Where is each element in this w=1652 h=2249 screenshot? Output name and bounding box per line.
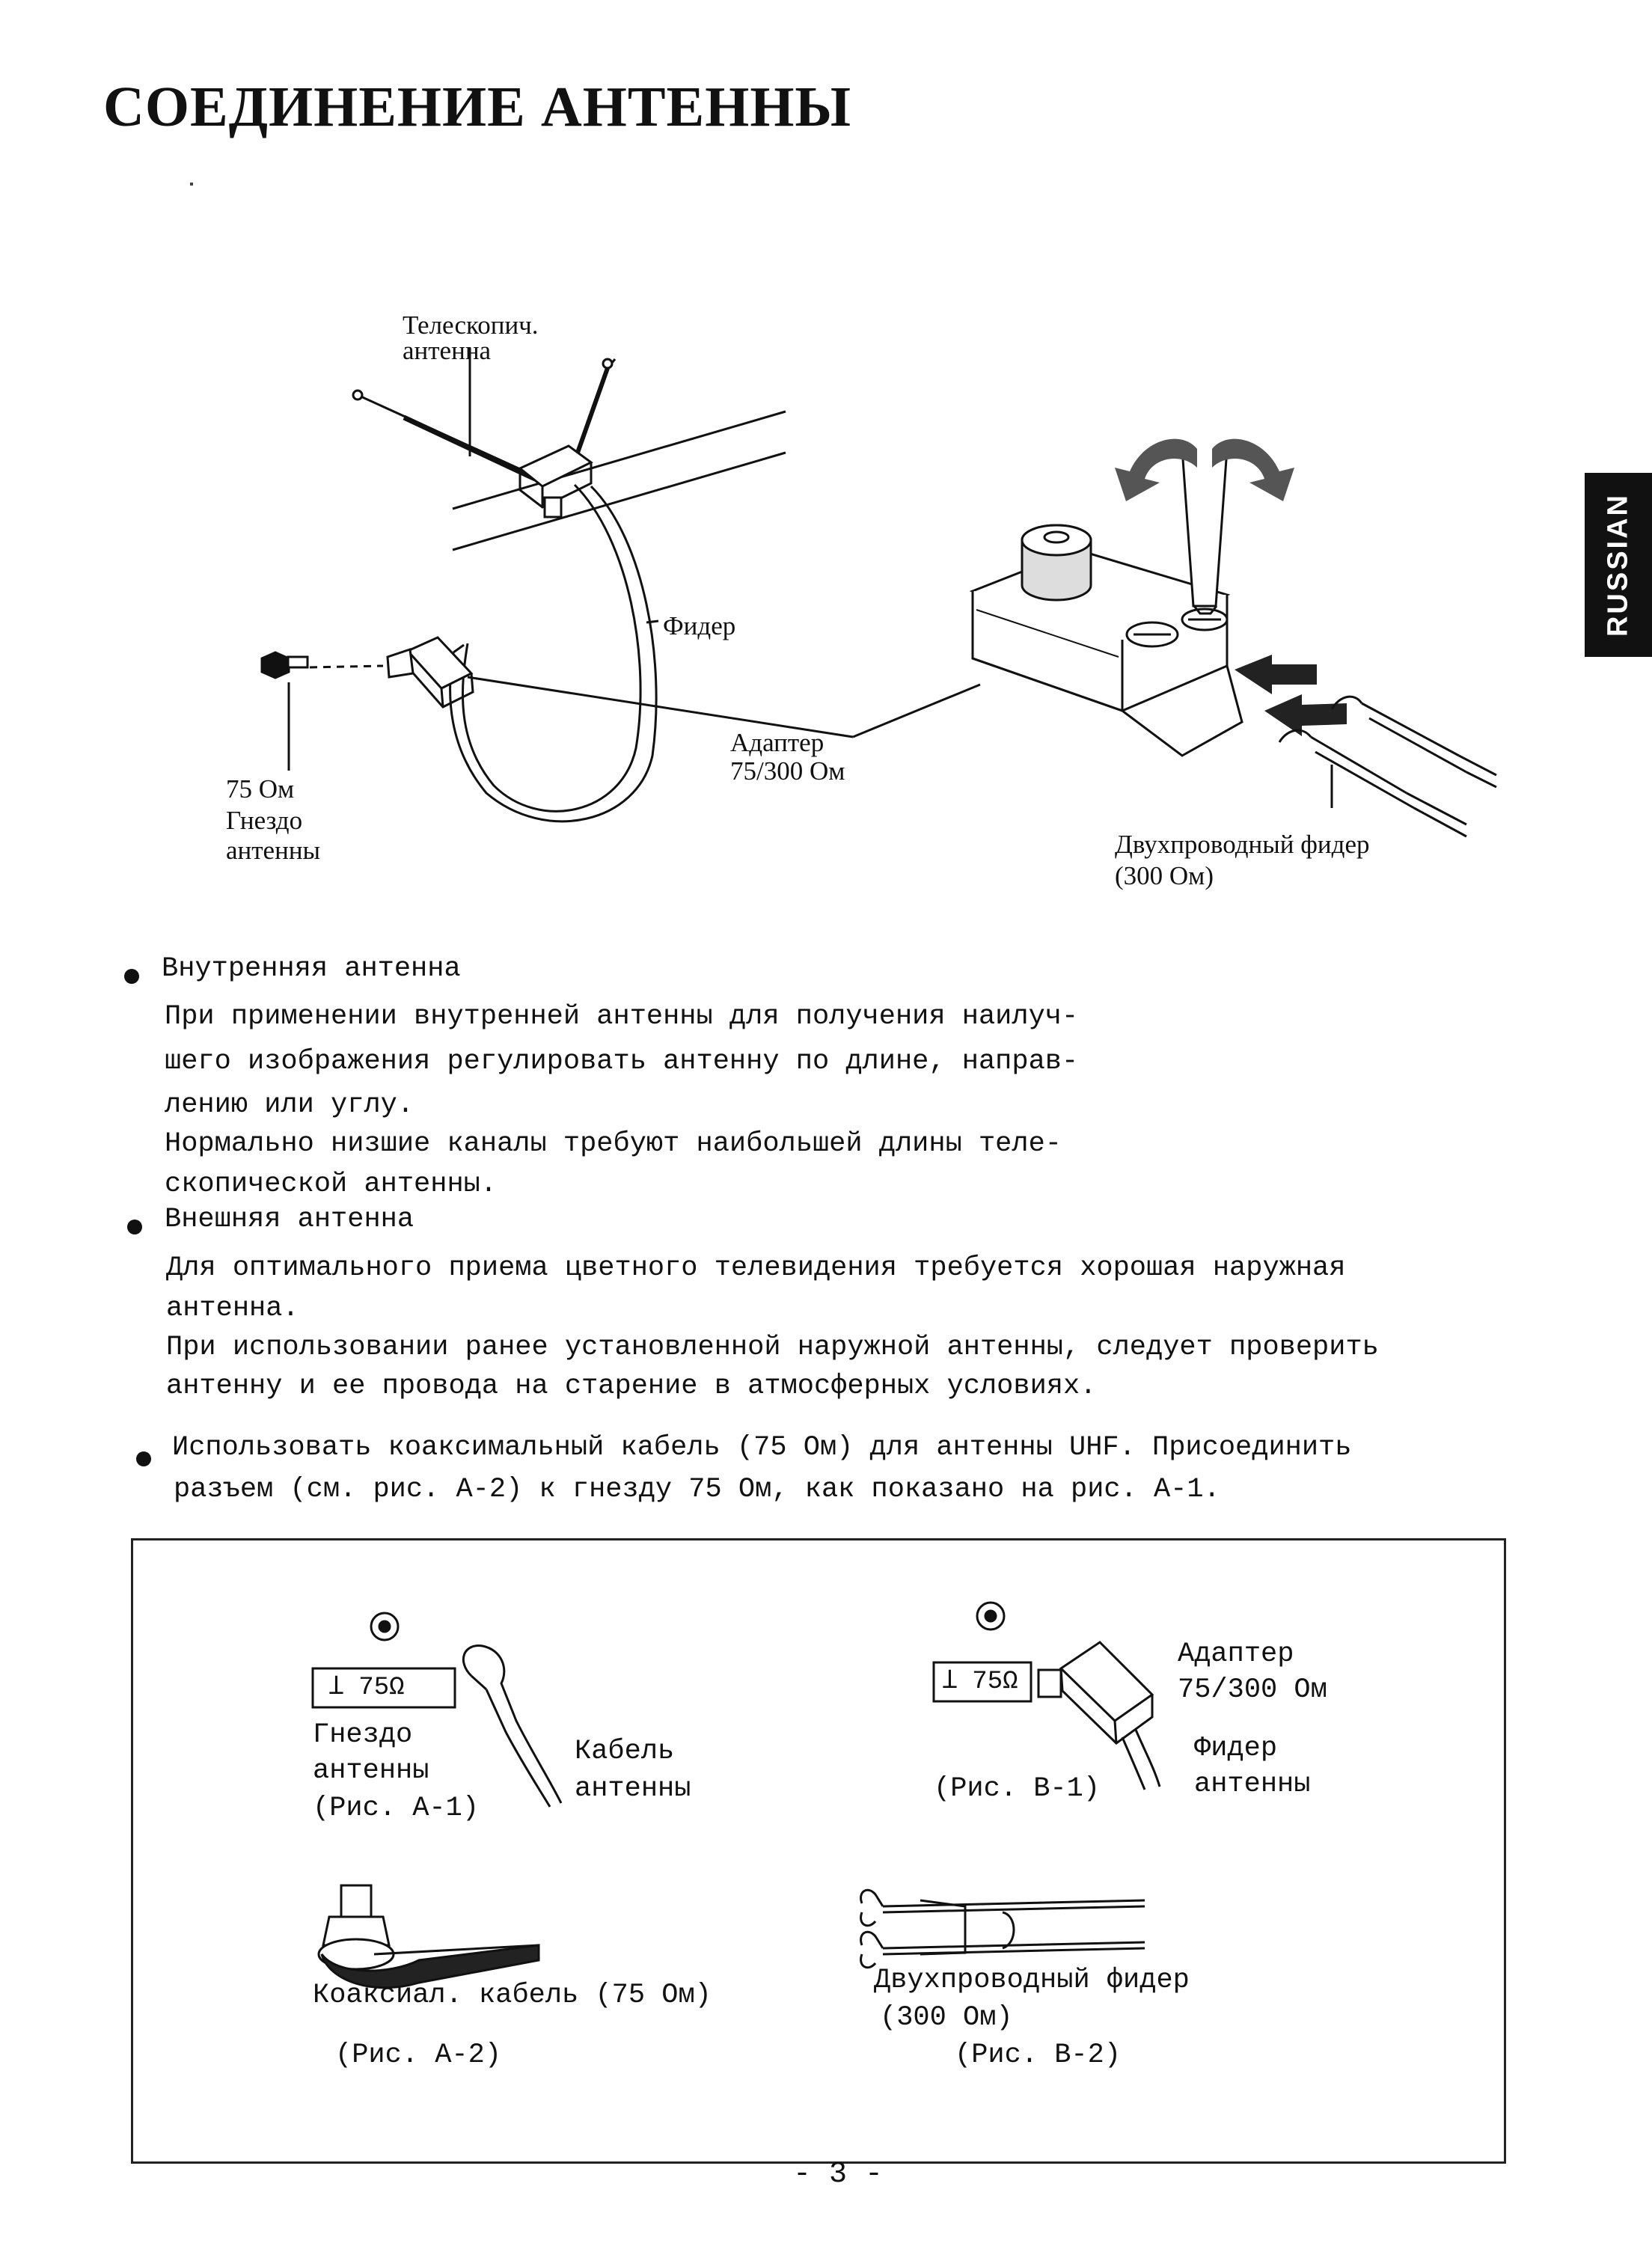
section-line: При применении внутренней антенны для получения наилуч- xyxy=(165,1001,1079,1032)
section-line: антенна. xyxy=(166,1293,299,1324)
socket-label-1: 75 Ом xyxy=(226,774,295,804)
b2-label-2: (300 Ом) xyxy=(880,2002,1013,2034)
adapter-label-1: Адаптер xyxy=(730,728,825,757)
twin-feeder-label-2: (300 Ом) xyxy=(1115,861,1214,890)
section-line: При использовании ранее установленной наружной антенны, следует проверить xyxy=(166,1332,1379,1363)
b2-caption: (Рис. В-2) xyxy=(955,2040,1122,2071)
section-line: антенну и ее провода на старение в атмосферных условиях. xyxy=(166,1371,1097,1402)
feeder-label: Фидер xyxy=(663,611,736,640)
adapter-label-2: 75/300 Ом xyxy=(730,756,845,786)
a1-caption: (Рис. А-1) xyxy=(313,1793,480,1824)
b2-label-1: Двухпроводный фидер xyxy=(874,1965,1190,1996)
a1-socket-badge: Ʇ 75Ω xyxy=(329,1674,405,1702)
twin-feeder-label-1: Двухпроводный фидер xyxy=(1115,830,1370,859)
a1-socket-label-2: антенны xyxy=(313,1755,429,1787)
a1-cable-label-1: Кабель xyxy=(575,1736,675,1767)
page-title: СОЕДИНЕНИЕ АНТЕННЫ xyxy=(103,76,852,138)
section-heading-indoor: Внутренняя антенна xyxy=(162,953,461,985)
socket-label-2: Гнездо xyxy=(226,806,303,835)
a1-socket-label-1: Гнездо xyxy=(313,1719,413,1751)
a1-cable-label-2: антенны xyxy=(575,1773,691,1805)
telescopic-antenna-label-2: антенна xyxy=(403,336,492,365)
section-line: Нормально низшие каналы требуют наибольшей длины теле- xyxy=(165,1128,1062,1160)
telescopic-antenna-label-1: Телескопич. xyxy=(403,310,539,340)
section-line: скопической антенны. xyxy=(165,1169,498,1200)
note-line-2: разъем (см. рис. А-2) к гнезду 75 Ом, как показано на рис. А-1. xyxy=(174,1474,1220,1505)
a2-caption: (Рис. А-2) xyxy=(335,2040,502,2071)
b1-feeder-label-1: Фидер xyxy=(1194,1733,1278,1764)
page-number: - 3 - xyxy=(793,2158,884,2191)
section-line: лению или углу. xyxy=(165,1089,414,1121)
b1-adapter-label-1: Адаптер xyxy=(1178,1638,1294,1670)
b1-socket-badge: Ʇ 75Ω xyxy=(943,1668,1018,1696)
b1-caption: (Рис. В-1) xyxy=(934,1773,1101,1805)
section-line: шего изображения регулировать антенну по длине, направ- xyxy=(165,1046,1079,1077)
section-heading-outdoor: Внешняя антенна xyxy=(165,1204,414,1235)
socket-label-3: антенны xyxy=(226,836,321,865)
a2-label: Коаксиал. кабель (75 Ом) xyxy=(313,1980,712,2011)
b1-adapter-label-2: 75/300 Ом xyxy=(1178,1674,1327,1706)
note-line-1: Использовать коаксимальный кабель (75 Ом) для антенны UHF. Присоединить xyxy=(172,1432,1352,1463)
b1-feeder-label-2: антенны xyxy=(1194,1769,1311,1800)
language-tab-label: RUSSIAN xyxy=(1602,492,1634,637)
section-line: Для оптимального приема цветного телевидения требуется хорошая наружная xyxy=(166,1252,1346,1284)
